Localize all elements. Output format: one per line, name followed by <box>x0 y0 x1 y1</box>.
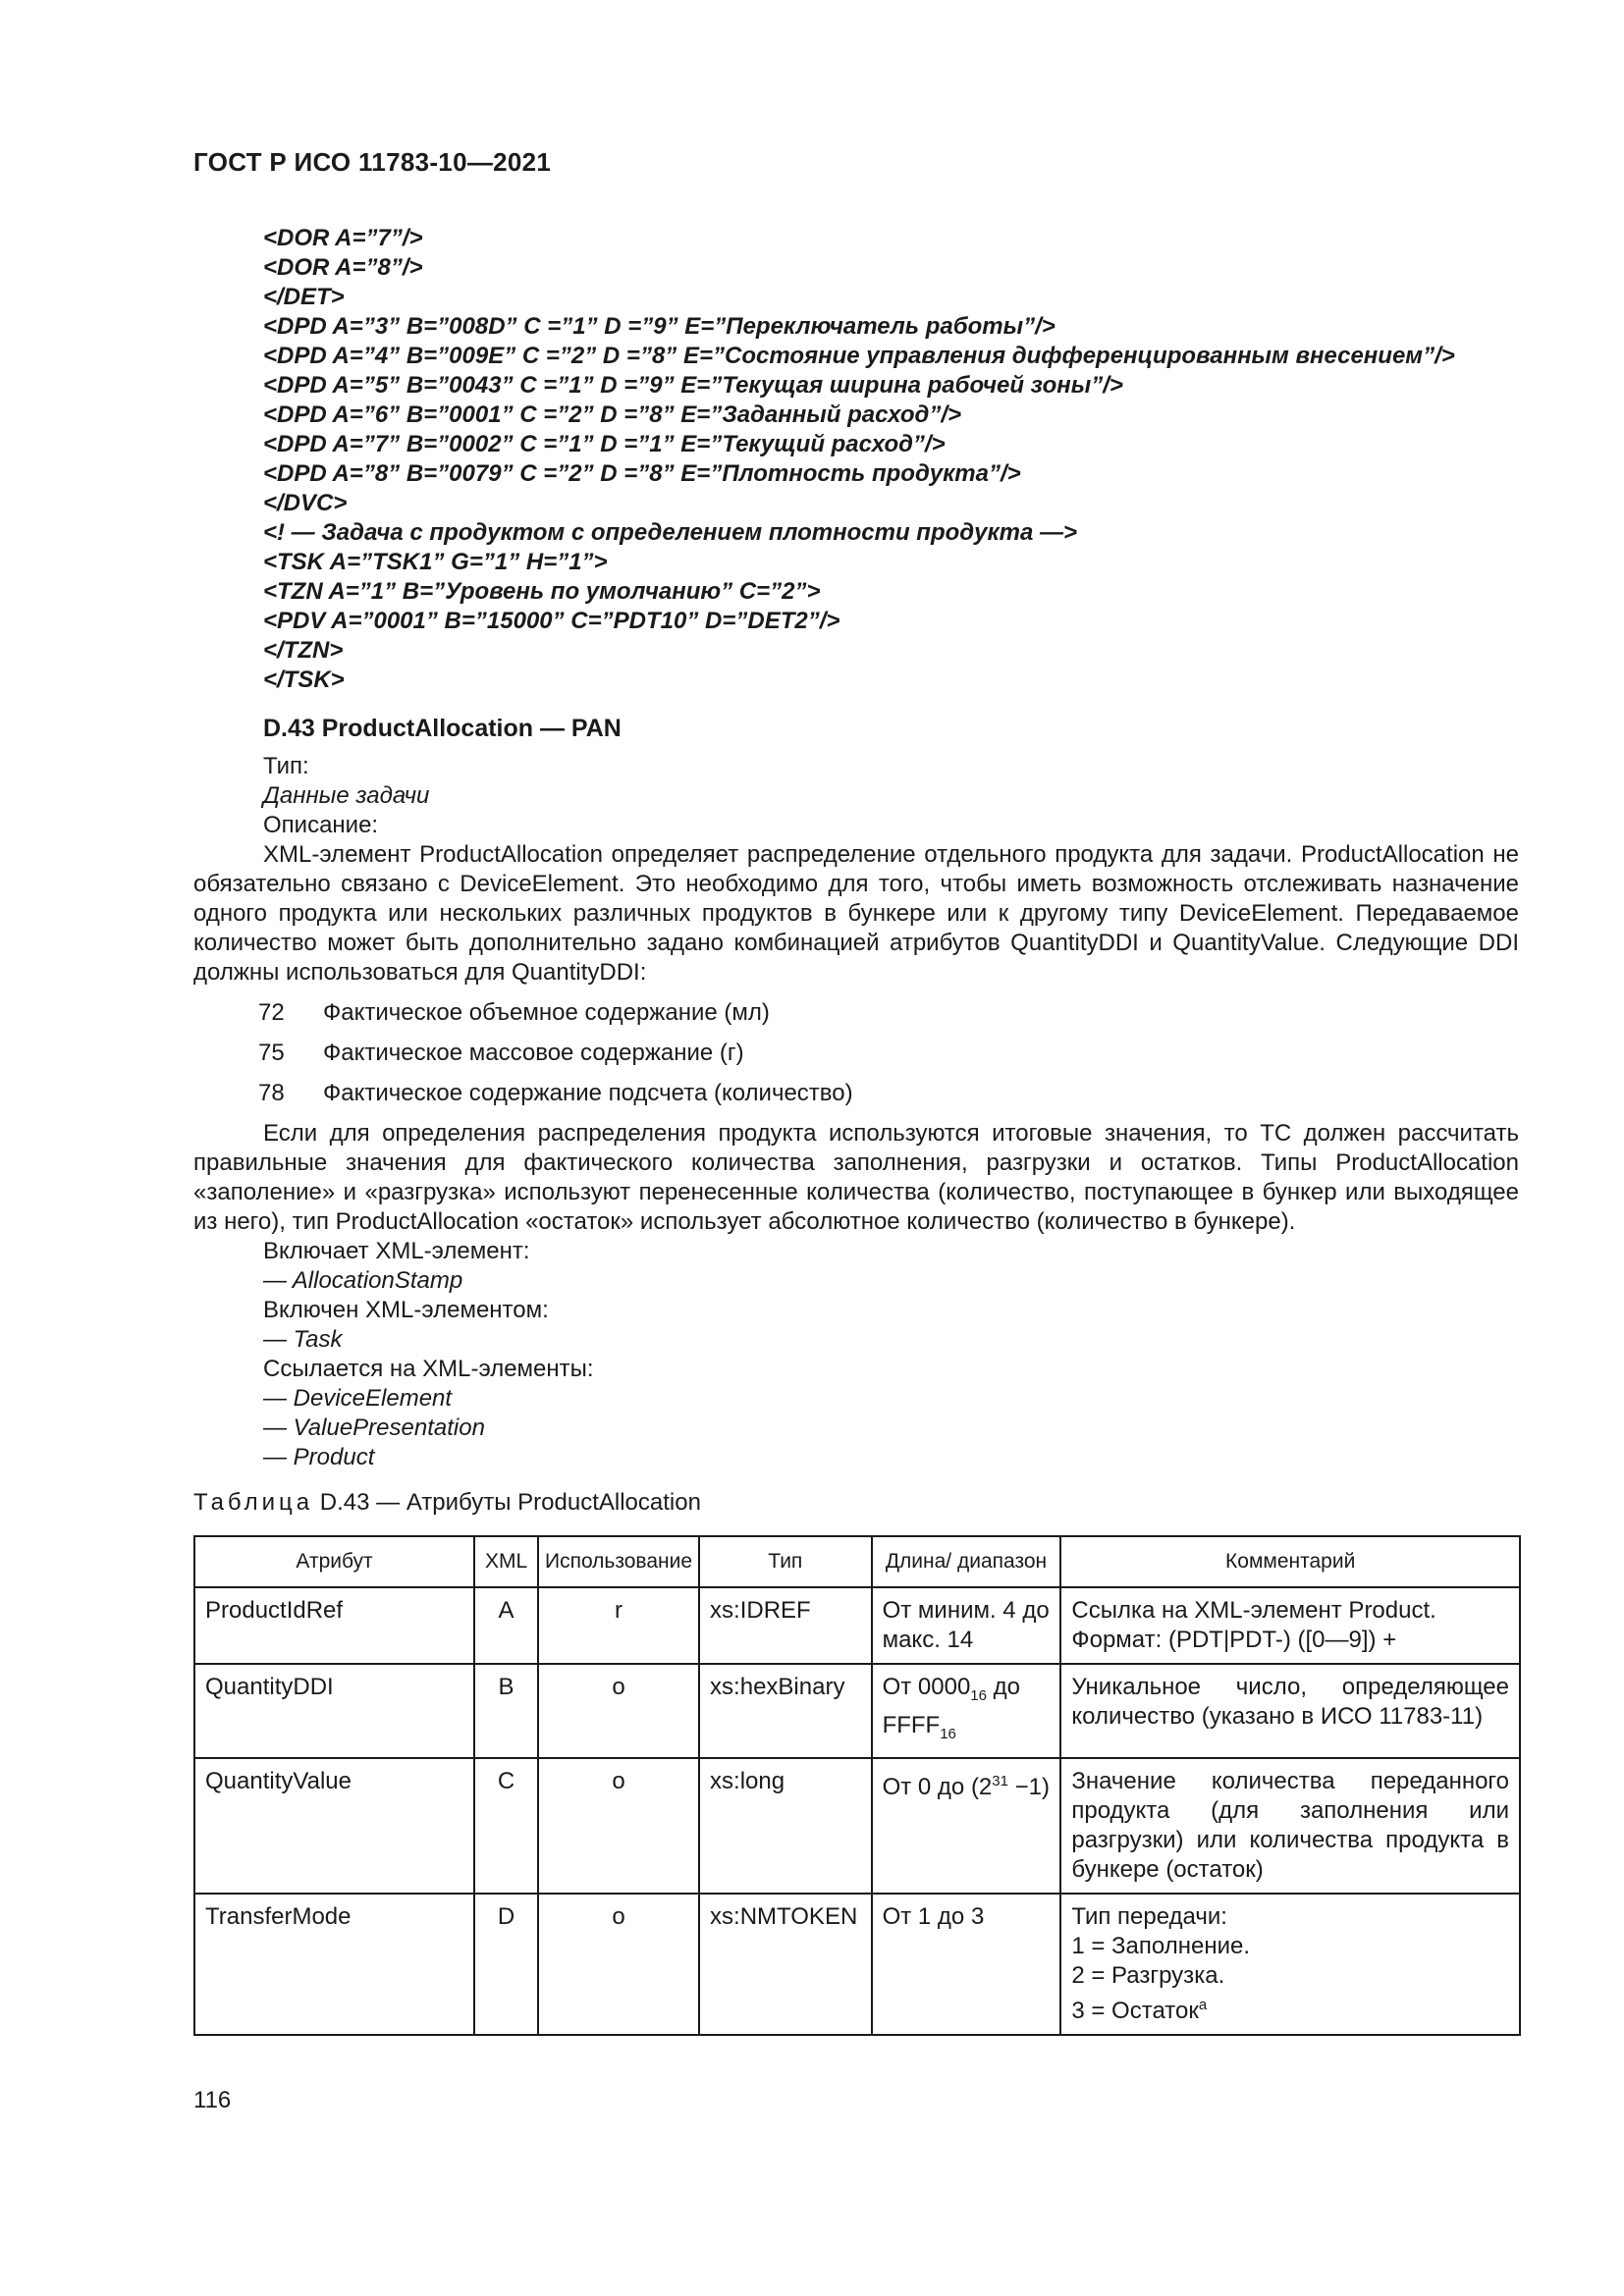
cell-xml: D <box>474 1894 538 2035</box>
header-range: Длина/ диапазон <box>872 1536 1061 1587</box>
cell-type: xs:NMTOKEN <box>699 1894 872 2035</box>
cell-comment <box>1060 1894 1520 2035</box>
ddi-text: Фактическое содержание подсчета (количество) <box>323 1080 853 1106</box>
range-pre: От 0 до (2 <box>882 1773 993 1800</box>
type-label: Тип: <box>263 753 309 779</box>
comment-line: Тип передачи: <box>1071 1902 1227 1930</box>
cell-xml: C <box>474 1758 538 1894</box>
attributes-table <box>193 1535 1521 2036</box>
cell-attribute: ProductIdRef <box>194 1587 474 1664</box>
table-row <box>194 1587 1520 1664</box>
included-item: — Task <box>263 1326 343 1353</box>
cell-usage: o <box>538 1894 699 2035</box>
table-row <box>194 1894 1520 2035</box>
footnote-marker: a <box>1198 1996 1208 2013</box>
page-number: 116 <box>193 2087 232 2113</box>
code-line: <DOR A=”7”/> <box>263 225 423 251</box>
table-header-row <box>194 1536 1520 1587</box>
cell-range: От миним. 4 до макс. 14 <box>872 1587 1061 1664</box>
code-line: <DOR A=”8”/> <box>263 254 423 281</box>
refs-item: — ValuePresentation <box>263 1415 485 1441</box>
comment-line: 2 = Разгрузка. <box>1071 1961 1225 1989</box>
included-label: Включен XML-элементом: <box>263 1297 549 1323</box>
code-line: <TSK A=”TSK1” G=”1” H=”1”> <box>263 549 608 575</box>
cell-attribute: QuantityDDI <box>194 1664 474 1758</box>
cell-type: xs:long <box>699 1758 872 1894</box>
header-type: Тип <box>699 1536 872 1587</box>
cell-xml: B <box>474 1664 538 1758</box>
range-from: От 0000 <box>882 1674 971 1700</box>
comment-line-text: 3 = Остаток <box>1071 1997 1199 2024</box>
includes-label: Включает XML-элемент: <box>263 1238 530 1264</box>
cell-usage: o <box>538 1664 699 1758</box>
ddi-item <box>193 1079 1519 1108</box>
cell-usage: r <box>538 1587 699 1664</box>
comment-line <box>1071 1991 1509 2026</box>
document-header: ГОСТ Р ИСО 11783-10—2021 <box>193 147 552 177</box>
ddi-text: Фактическое массовое содержание (г) <box>323 1040 744 1066</box>
header-usage: Использование <box>538 1536 699 1587</box>
xml-code-block <box>263 224 1540 695</box>
cell-type: xs:IDREF <box>699 1587 872 1664</box>
code-line: <DPD A=”4” B=”009E” C =”2” D =”8” E=”Состояние управления дифференцированным внесением”/> <box>263 343 1455 369</box>
refs-item: — DeviceElement <box>263 1385 453 1412</box>
code-line: <DPD A=”3” B=”008D” C =”1” D =”9” E=”Переключатель работы”/> <box>263 313 1056 340</box>
comment-line: 1 = Заполнение. <box>1071 1932 1250 1959</box>
header-xml: XML <box>474 1536 538 1587</box>
code-line: <! — Задача с продуктом с определением плотности продукта —> <box>263 519 1077 546</box>
code-line: </TZN> <box>263 637 344 664</box>
section-body <box>193 752 1519 2036</box>
range-sub: 16 <box>970 1686 987 1704</box>
table-row <box>194 1758 1520 1894</box>
includes-item: — AllocationStamp <box>263 1267 463 1294</box>
code-line: <DPD A=”6” B=”0001” C =”2” D =”8” E=”Заданный расход”/> <box>263 401 962 428</box>
cell-range: От 1 до 3 <box>872 1894 1061 2035</box>
cell-comment: Значение количества переданного продукта (для заполнения или разгрузки) или количества продукта в бункере (остаток) <box>1060 1758 1520 1894</box>
description-label: Описание: <box>263 812 379 838</box>
code-line: </DET> <box>263 284 345 310</box>
range-sub: 16 <box>940 1725 956 1742</box>
table-caption-text: D.43 — Атрибуты ProductAllocation <box>319 1489 701 1516</box>
range-post: −1) <box>1007 1773 1050 1800</box>
range-sup: 31 <box>992 1772 1008 1789</box>
table-caption <box>193 1488 1519 1518</box>
code-line: </TSK> <box>263 667 345 693</box>
ddi-number: 75 <box>258 1040 285 1066</box>
range-to: до FFFF <box>882 1674 1021 1738</box>
type-value: Данные задачи <box>263 782 430 809</box>
code-line: <PDV A=”0001” B=”15000” C=”PDT10” D=”DET2”/> <box>263 608 840 634</box>
table-row <box>194 1664 1520 1758</box>
ddi-item <box>193 1039 1519 1068</box>
code-line: <DPD A=”5” B=”0043” C =”1” D =”9” E=”Текущая ширина рабочей зоны”/> <box>263 372 1123 399</box>
code-line: <DPD A=”7” B=”0002” C =”1” D =”1” E=”Текущий расход”/> <box>263 431 946 457</box>
description-paragraph: XML-элемент ProductAllocation определяет распределение отдельного продукта для задачи. ProductAllocation не обязательно связано с DeviceElement. Это необходимо для того, чтобы иметь возможность отслеживать назначение одного продукта или нескольких различных продуктов в бункере или к другому типу DeviceElement. Передаваемое количество может быть дополнительно задано комбинацией атрибутов QuantityDDI и QuantityValue. Следующие DDI должны использоваться для QuantityDDI: <box>193 841 1519 986</box>
refs-label: Ссылается на XML-элементы: <box>263 1356 594 1382</box>
code-line: <TZN A=”1” B=”Уровень по умолчанию” C=”2”> <box>263 578 821 605</box>
code-line: </DVC> <box>263 490 348 516</box>
cell-comment: Уникальное число, определяющее количество (указано в ИСО 11783-11) <box>1060 1664 1520 1758</box>
cell-range <box>872 1758 1061 1894</box>
cell-usage: o <box>538 1758 699 1894</box>
code-line: <DPD A=”8” B=”0079” C =”2” D =”8” E=”Плотность продукта”/> <box>263 460 1021 487</box>
ddi-item <box>193 998 1519 1028</box>
cell-xml: A <box>474 1587 538 1664</box>
cell-comment: Ссылка на XML-элемент Product. Формат: (PDT|PDT-) ([0—9]) + <box>1060 1587 1520 1664</box>
cell-range <box>872 1664 1061 1758</box>
ddi-number: 78 <box>258 1080 285 1106</box>
totals-paragraph: Если для определения распределения продукта используются итоговые значения, то TC должен рассчитать правильные значения для фактического количества заполнения, разгрузки и остатков. Типы ProductAllocation «заполение» и «разгрузка» используют перенесенные количества (количество, поступающее в бункер или выходящее из него), тип ProductAllocation «остаток» использует абсолютное количество (количество в бункере). <box>193 1120 1519 1235</box>
table-caption-word: Таблица <box>193 1489 314 1516</box>
header-attribute: Атрибут <box>194 1536 474 1587</box>
cell-type: xs:hexBinary <box>699 1664 872 1758</box>
cell-attribute: QuantityValue <box>194 1758 474 1894</box>
ddi-text: Фактическое объемное содержание (мл) <box>323 999 770 1026</box>
refs-item: — Product <box>263 1444 375 1470</box>
header-comment: Комментарий <box>1060 1536 1520 1587</box>
cell-attribute: TransferMode <box>194 1894 474 2035</box>
section-title: D.43 ProductAllocation — PAN <box>263 715 622 742</box>
ddi-number: 72 <box>258 999 285 1026</box>
